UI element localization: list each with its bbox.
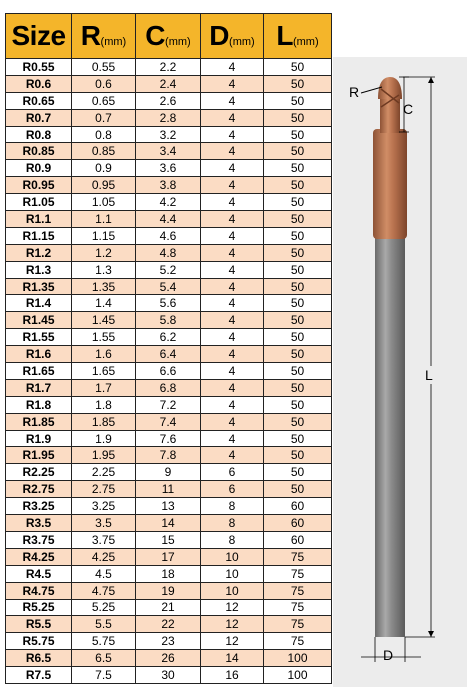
cell-l: 50 — [264, 160, 332, 177]
table-row — [6, 548, 332, 565]
cell-size: R0.85 — [6, 143, 72, 160]
table-row — [6, 261, 332, 278]
cell-c: 7.6 — [136, 430, 201, 447]
cell-r: 1.65 — [72, 363, 136, 380]
table-row — [6, 92, 332, 109]
cell-size: R0.8 — [6, 126, 72, 143]
cell-l: 50 — [264, 143, 332, 160]
cell-l: 50 — [264, 312, 332, 329]
cell-c: 18 — [136, 565, 201, 582]
cell-r: 1.35 — [72, 278, 136, 295]
cell-l: 75 — [264, 548, 332, 565]
cell-d: 4 — [201, 143, 264, 160]
cell-size: R1.1 — [6, 211, 72, 228]
cell-c: 7.2 — [136, 396, 201, 413]
table-body — [6, 59, 332, 684]
table-row — [6, 227, 332, 244]
table-row — [6, 430, 332, 447]
cell-size: R1.3 — [6, 261, 72, 278]
cell-size: R1.45 — [6, 312, 72, 329]
table-row — [6, 295, 332, 312]
cell-l: 50 — [264, 92, 332, 109]
cell-c: 7.4 — [136, 413, 201, 430]
cell-d: 4 — [201, 413, 264, 430]
cell-r: 0.9 — [72, 160, 136, 177]
table-row — [6, 413, 332, 430]
label-c: C — [403, 101, 414, 117]
header-c-letter: C — [145, 20, 166, 51]
cell-d: 4 — [201, 346, 264, 363]
cell-c: 6.8 — [136, 379, 201, 396]
cell-r: 1.8 — [72, 396, 136, 413]
cell-l: 75 — [264, 633, 332, 650]
header-c-unit: (mm) — [165, 36, 191, 48]
tool-shank — [375, 237, 405, 637]
cell-r: 4.25 — [72, 548, 136, 565]
cell-c: 19 — [136, 582, 201, 599]
cell-l: 50 — [264, 346, 332, 363]
cell-size: R0.9 — [6, 160, 72, 177]
cell-r: 1.85 — [72, 413, 136, 430]
cell-d: 10 — [201, 582, 264, 599]
cell-l: 50 — [264, 244, 332, 261]
cell-r: 1.4 — [72, 295, 136, 312]
header-d-letter: D — [209, 20, 230, 51]
cell-r: 0.85 — [72, 143, 136, 160]
cell-r: 3.75 — [72, 531, 136, 548]
table-row — [6, 75, 332, 92]
cell-size: R1.4 — [6, 295, 72, 312]
tool-diagram — [333, 57, 467, 687]
cell-d: 4 — [201, 211, 264, 228]
cell-d: 16 — [201, 667, 264, 684]
cell-l: 50 — [264, 261, 332, 278]
cell-c: 9 — [136, 464, 201, 481]
cell-d: 4 — [201, 227, 264, 244]
cell-l: 50 — [264, 177, 332, 194]
table-row — [6, 126, 332, 143]
cell-c: 2.2 — [136, 59, 201, 76]
cell-d: 4 — [201, 363, 264, 380]
table-row — [6, 177, 332, 194]
cell-d: 12 — [201, 633, 264, 650]
cell-size: R1.55 — [6, 329, 72, 346]
table-row — [6, 329, 332, 346]
cell-d: 4 — [201, 92, 264, 109]
cell-size: R3.5 — [6, 515, 72, 532]
table-row — [6, 498, 332, 515]
table-row — [6, 211, 332, 228]
cell-c: 4.4 — [136, 211, 201, 228]
cell-r: 2.75 — [72, 481, 136, 498]
table-row — [6, 396, 332, 413]
header-d-unit: (mm) — [229, 36, 255, 48]
cell-l: 50 — [264, 363, 332, 380]
cell-size: R2.25 — [6, 464, 72, 481]
spec-table — [5, 13, 332, 684]
cell-c: 3.6 — [136, 160, 201, 177]
cell-l: 50 — [264, 464, 332, 481]
cell-size: R1.85 — [6, 413, 72, 430]
cell-d: 4 — [201, 126, 264, 143]
cell-r: 0.55 — [72, 59, 136, 76]
cell-c: 6.6 — [136, 363, 201, 380]
cell-size: R1.35 — [6, 278, 72, 295]
cell-size: R1.2 — [6, 244, 72, 261]
cell-d: 4 — [201, 160, 264, 177]
header-size — [6, 14, 72, 59]
cell-d: 12 — [201, 616, 264, 633]
cell-c: 3.8 — [136, 177, 201, 194]
table-row — [6, 346, 332, 363]
cell-r: 2.25 — [72, 464, 136, 481]
label-d: D — [383, 647, 394, 663]
cell-l: 50 — [264, 329, 332, 346]
table-row — [6, 633, 332, 650]
cell-c: 11 — [136, 481, 201, 498]
cell-d: 4 — [201, 295, 264, 312]
cell-size: R3.25 — [6, 498, 72, 515]
cell-c: 3.2 — [136, 126, 201, 143]
cell-l: 50 — [264, 379, 332, 396]
cell-l: 100 — [264, 667, 332, 684]
cell-r: 7.5 — [72, 667, 136, 684]
cell-d: 12 — [201, 599, 264, 616]
cell-c: 4.8 — [136, 244, 201, 261]
table-row — [6, 278, 332, 295]
table-row — [6, 515, 332, 532]
header-r — [72, 14, 136, 59]
cell-l: 60 — [264, 515, 332, 532]
table-row — [6, 109, 332, 126]
cell-r: 6.5 — [72, 650, 136, 667]
cell-l: 75 — [264, 599, 332, 616]
cell-d: 4 — [201, 447, 264, 464]
label-r: R — [349, 84, 360, 100]
cell-size: R1.65 — [6, 363, 72, 380]
cell-c: 13 — [136, 498, 201, 515]
cell-size: R6.5 — [6, 650, 72, 667]
cell-l: 50 — [264, 211, 332, 228]
header-r-letter: R — [80, 20, 101, 51]
cell-l: 50 — [264, 447, 332, 464]
cell-size: R0.7 — [6, 109, 72, 126]
cell-l: 50 — [264, 75, 332, 92]
cell-r: 5.75 — [72, 633, 136, 650]
cell-d: 4 — [201, 430, 264, 447]
header-r-unit: (mm) — [100, 36, 127, 48]
cell-c: 5.8 — [136, 312, 201, 329]
table-row — [6, 481, 332, 498]
cell-c: 23 — [136, 633, 201, 650]
cell-l: 50 — [264, 109, 332, 126]
cell-size: R4.25 — [6, 548, 72, 565]
cell-size: R1.15 — [6, 227, 72, 244]
cell-d: 4 — [201, 177, 264, 194]
cell-c: 4.6 — [136, 227, 201, 244]
table-row — [6, 616, 332, 633]
cell-c: 14 — [136, 515, 201, 532]
cell-c: 5.2 — [136, 261, 201, 278]
cell-r: 0.95 — [72, 177, 136, 194]
cell-r: 3.5 — [72, 515, 136, 532]
cell-r: 5.25 — [72, 599, 136, 616]
cell-size: R1.9 — [6, 430, 72, 447]
cell-r: 1.15 — [72, 227, 136, 244]
table-row — [6, 667, 332, 684]
cell-size: R5.75 — [6, 633, 72, 650]
cell-l: 75 — [264, 616, 332, 633]
cell-size: R7.5 — [6, 667, 72, 684]
table-row — [6, 582, 332, 599]
cell-d: 10 — [201, 548, 264, 565]
cell-l: 50 — [264, 227, 332, 244]
cell-r: 0.6 — [72, 75, 136, 92]
table-row — [6, 531, 332, 548]
cell-c: 5.4 — [136, 278, 201, 295]
table-row — [6, 565, 332, 582]
cell-d: 10 — [201, 565, 264, 582]
cell-r: 5.5 — [72, 616, 136, 633]
cell-r: 0.65 — [72, 92, 136, 109]
header-l — [264, 14, 332, 59]
cell-c: 21 — [136, 599, 201, 616]
cell-size: R2.75 — [6, 481, 72, 498]
cell-c: 2.6 — [136, 92, 201, 109]
cell-r: 1.45 — [72, 312, 136, 329]
cell-d: 6 — [201, 464, 264, 481]
cell-l: 50 — [264, 396, 332, 413]
cell-d: 8 — [201, 498, 264, 515]
table-row — [6, 312, 332, 329]
cell-r: 4.75 — [72, 582, 136, 599]
cell-r: 1.2 — [72, 244, 136, 261]
cell-l: 50 — [264, 430, 332, 447]
cell-r: 1.9 — [72, 430, 136, 447]
table-row — [6, 143, 332, 160]
cell-size: R5.5 — [6, 616, 72, 633]
cell-d: 4 — [201, 75, 264, 92]
cell-l: 50 — [264, 278, 332, 295]
cell-size: R0.95 — [6, 177, 72, 194]
cell-r: 0.8 — [72, 126, 136, 143]
cell-l: 60 — [264, 498, 332, 515]
table-row — [6, 599, 332, 616]
cell-size: R1.95 — [6, 447, 72, 464]
cell-r: 1.6 — [72, 346, 136, 363]
cell-r: 1.05 — [72, 194, 136, 211]
cell-c: 5.6 — [136, 295, 201, 312]
cell-c: 30 — [136, 667, 201, 684]
header-l-letter: L — [276, 20, 293, 51]
cell-c: 17 — [136, 548, 201, 565]
header-l-unit: (mm) — [292, 36, 319, 48]
cell-l: 50 — [264, 295, 332, 312]
tool-coated-section — [373, 129, 407, 239]
cell-c: 7.8 — [136, 447, 201, 464]
tool-neck — [380, 99, 400, 133]
cell-size: R1.05 — [6, 194, 72, 211]
cell-r: 1.1 — [72, 211, 136, 228]
cell-d: 4 — [201, 396, 264, 413]
cell-d: 8 — [201, 515, 264, 532]
cell-l: 50 — [264, 413, 332, 430]
cell-r: 4.5 — [72, 565, 136, 582]
cell-r: 3.25 — [72, 498, 136, 515]
header-row — [6, 14, 332, 59]
cell-l: 50 — [264, 126, 332, 143]
cell-d: 4 — [201, 379, 264, 396]
header-d — [201, 14, 264, 59]
cell-d: 8 — [201, 531, 264, 548]
cell-size: R3.75 — [6, 531, 72, 548]
table-row — [6, 363, 332, 380]
label-l: L — [425, 367, 433, 383]
cell-d: 6 — [201, 481, 264, 498]
end-mill-illustration — [333, 57, 467, 687]
cell-l: 75 — [264, 582, 332, 599]
cell-r: 1.7 — [72, 379, 136, 396]
cell-l: 50 — [264, 59, 332, 76]
cell-size: R0.65 — [6, 92, 72, 109]
cell-size: R0.55 — [6, 59, 72, 76]
cell-d: 4 — [201, 312, 264, 329]
cell-c: 15 — [136, 531, 201, 548]
table-row — [6, 447, 332, 464]
cell-c: 22 — [136, 616, 201, 633]
header-size-letter: Size — [11, 20, 66, 51]
cell-size: R0.6 — [6, 75, 72, 92]
cell-c: 2.4 — [136, 75, 201, 92]
cell-size: R4.5 — [6, 565, 72, 582]
cell-d: 4 — [201, 194, 264, 211]
cell-c: 4.2 — [136, 194, 201, 211]
table-row — [6, 464, 332, 481]
cell-size: R1.6 — [6, 346, 72, 363]
cell-l: 50 — [264, 194, 332, 211]
cell-size: R1.7 — [6, 379, 72, 396]
cell-c: 3.4 — [136, 143, 201, 160]
table-row — [6, 59, 332, 76]
cell-l: 50 — [264, 481, 332, 498]
cell-c: 2.8 — [136, 109, 201, 126]
cell-d: 4 — [201, 261, 264, 278]
cell-l: 100 — [264, 650, 332, 667]
cell-size: R5.25 — [6, 599, 72, 616]
table-row — [6, 244, 332, 261]
cell-d: 4 — [201, 244, 264, 261]
table-row — [6, 194, 332, 211]
cell-r: 0.7 — [72, 109, 136, 126]
cell-c: 6.4 — [136, 346, 201, 363]
cell-size: R4.75 — [6, 582, 72, 599]
cell-c: 26 — [136, 650, 201, 667]
cell-r: 1.55 — [72, 329, 136, 346]
header-c — [136, 14, 201, 59]
table-row — [6, 160, 332, 177]
table-row — [6, 650, 332, 667]
cell-size: R1.8 — [6, 396, 72, 413]
cell-r: 1.95 — [72, 447, 136, 464]
cell-d: 4 — [201, 278, 264, 295]
cell-d: 4 — [201, 109, 264, 126]
table-row — [6, 379, 332, 396]
cell-d: 4 — [201, 329, 264, 346]
cell-d: 14 — [201, 650, 264, 667]
cell-r: 1.3 — [72, 261, 136, 278]
cell-l: 60 — [264, 531, 332, 548]
cell-c: 6.2 — [136, 329, 201, 346]
cell-l: 75 — [264, 565, 332, 582]
cell-d: 4 — [201, 59, 264, 76]
